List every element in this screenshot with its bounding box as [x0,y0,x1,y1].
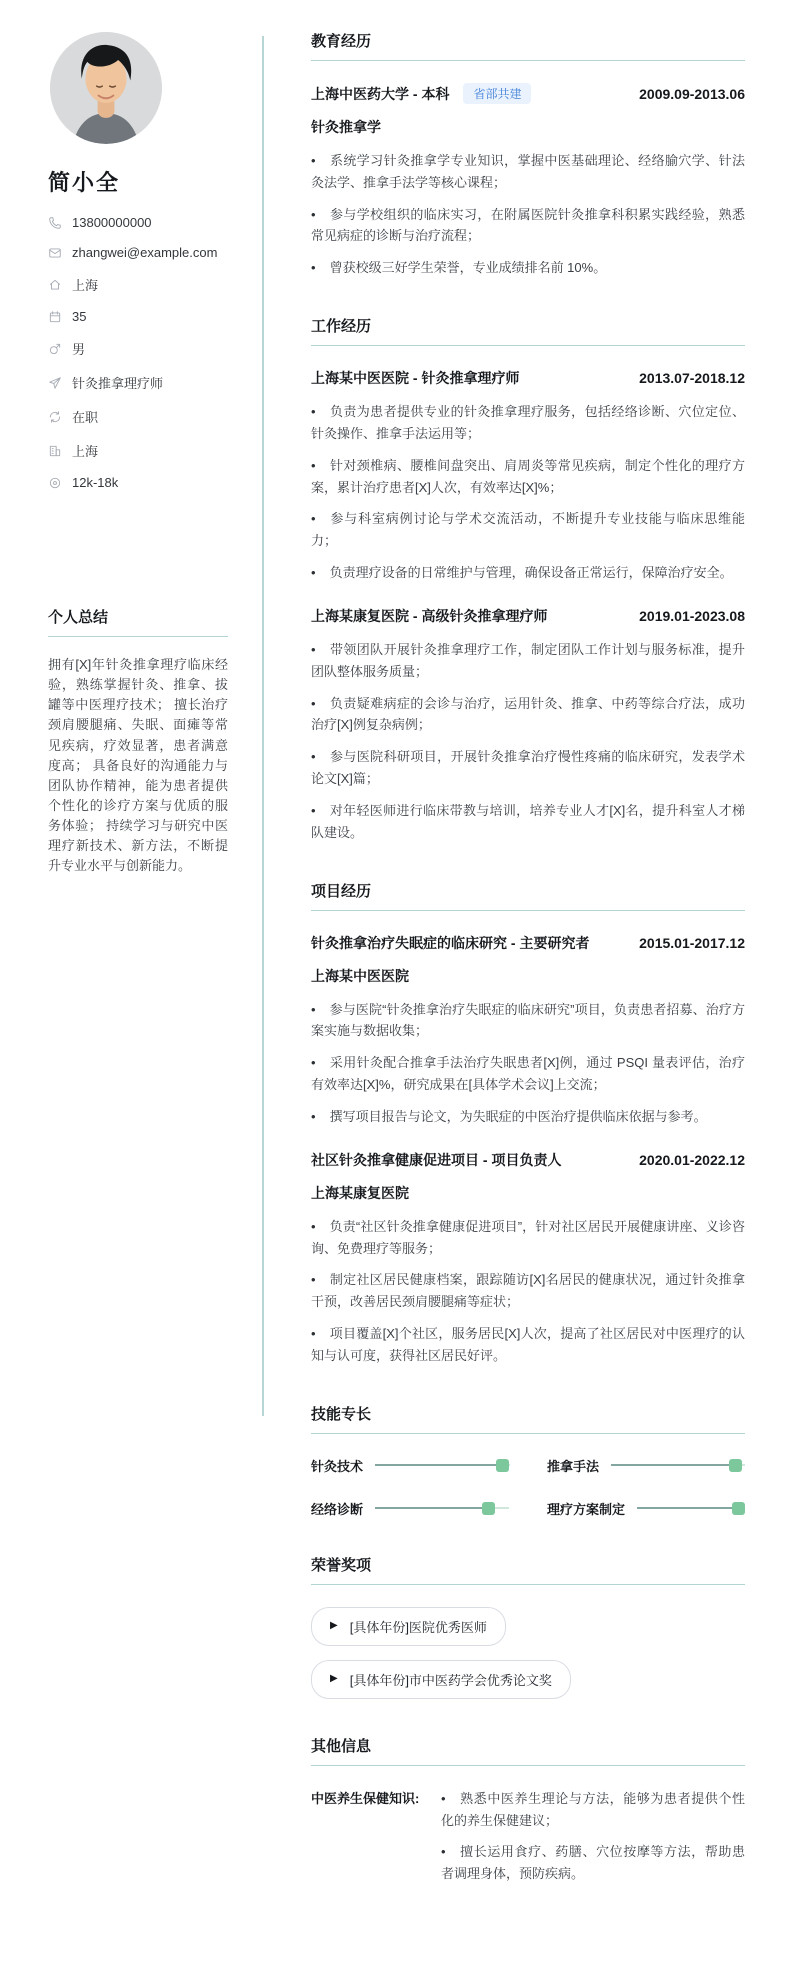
contact-status [48,407,228,426]
contact-gender-text: 男 [72,342,86,357]
avatar-illustration [50,32,162,144]
skill-item [311,1499,509,1518]
education-bullet: • 参与学校组织的临床实习，在附属医院针灸推拿科积累实践经验，熟悉常见病症的诊断与治疗流程； [311,204,745,248]
skill-label: 经络诊断 [311,1501,364,1517]
other-info-title: 其他信息 [311,1735,745,1766]
email-icon [48,246,62,260]
project-bullet: • 采用针灸配合推拿手法治疗失眠患者[X]例，通过 PSQI 量表评估，治疗有效率达[X]%，研究成果在[具体学术会议]上交流； [311,1052,745,1096]
skill-bar [375,1502,509,1515]
work-section [311,315,745,843]
work-bullet: • 对年轻医师进行临床带教与培训，培养专业人才[X]名，提升科室人才梯队建设。 [311,800,745,844]
personal-summary-text: 拥有[X]年针灸推拿理疗临床经验，熟练掌握针灸、推拿、拔罐等中医理疗技术； 擅长治疗颈肩腰腿痛、失眠、面瘫等常见疾病，疗效显著，患者满意度高； 具备良好的沟通能力与团队协作精神，能为患者提供个性化的诊疗方案与优质的服务体验； 持续学习与研究中医理疗新技术、新方法，不断提升专业水平与创新能力。 [48,657,228,874]
contact-phone [48,215,228,230]
project-name: 社区针灸推拿健康促进项目 - 项目负责人 [311,1151,562,1168]
education-major: 针灸推拿学 [311,119,381,135]
work-bullet: • 带领团队开展针灸推拿理疗工作，制定团队工作计划与服务标准，提升团队整体服务质量； [311,639,745,683]
status-sync-icon [48,410,62,424]
skill-label: 推拿手法 [547,1458,600,1474]
building-icon [48,444,62,458]
contact-phone-text: 13800000000 [72,215,152,230]
personal-summary-section [48,606,228,877]
honors-title: 荣誉奖项 [311,1554,745,1585]
project-org: 上海某中医医院 [311,967,409,984]
skill-label: 针灸技术 [311,1458,364,1474]
home-icon [48,278,62,292]
skill-marker [482,1502,495,1515]
honor-badges [311,1607,745,1699]
honor-badge-text: [具体年份]市中医药学会优秀论文奖 [349,1672,552,1688]
project-name: 针灸推拿治疗失眠症的临床研究 - 主要研究者 [311,934,590,951]
education-tag-badge: 省部共建 [463,83,531,104]
work-bullet: • 负责理疗设备的日常维护与管理，确保设备正常运行，保障治疗安全。 [311,562,745,584]
work-company: 上海某康复医院 - 高级针灸推拿理疗师 [311,607,548,624]
sidebar [48,30,228,1931]
work-entry [311,368,745,584]
honors-section [311,1554,745,1699]
skill-item [547,1499,745,1518]
skill-item [547,1456,745,1475]
education-bullet: • 系统学习针灸推拿学专业知识，掌握中医基础理论、经络腧穴学、针法灸法学、推拿手法学等核心课程； [311,150,745,194]
work-bullet: • 负责疑难病症的会诊与治疗，运用针灸、推拿、中药等综合疗法，成功治疗[X]例复杂病例； [311,693,745,737]
education-section [311,30,745,279]
honor-badge [311,1607,506,1646]
skill-marker [729,1459,742,1472]
education-entry [311,83,745,279]
contact-company-text: 上海 [72,444,99,459]
skill-item [311,1456,509,1475]
personal-summary-title: 个人总结 [48,606,228,637]
other-info-bullets [441,1788,745,1895]
contact-home-text: 上海 [72,278,99,293]
person-name: 简小全 [48,170,121,195]
contact-age [48,309,228,324]
work-bullet: • 参与科室病例讨论与学术交流活动，不断提升专业技能与临床思维能力； [311,508,745,552]
contact-status-text: 在职 [72,410,99,425]
contact-home [48,275,228,294]
work-entry [311,606,745,844]
profile-photo [50,32,162,144]
skill-bar [375,1459,509,1472]
education-title: 教育经历 [311,30,745,61]
other-bullet: • 熟悉中医养生理论与方法，能够为患者提供个性化的养生保健建议； [441,1788,745,1832]
project-org: 上海某康复医院 [311,1184,409,1201]
contact-email-text: zhangwei@example.com [72,245,218,260]
honor-badge [311,1660,571,1699]
other-info-row [311,1788,745,1895]
skill-label: 理疗方案制定 [547,1501,626,1517]
contact-age-text: 35 [72,309,87,324]
target-icon [48,476,62,490]
education-date: 2009.09-2013.06 [639,85,745,102]
education-school-name: 上海中医药大学 - 本科 [311,85,450,102]
contact-email [48,245,228,260]
work-date: 2019.01-2023.08 [639,607,745,624]
triangle-icon [330,1674,338,1684]
contact-salary-text: 12k-18k [72,475,119,490]
project-entry [311,933,745,1128]
contact-list [48,215,228,490]
contact-salary [48,475,228,490]
other-bullet: • 擅长运用食疗、药膳、穴位按摩等方法，帮助患者调理身体，预防疾病。 [441,1841,745,1885]
project-bullet: • 制定社区居民健康档案，跟踪随访[X]名居民的健康状况，通过针灸推拿干预，改善居民颈肩腰腿痛等症状； [311,1269,745,1313]
projects-title: 项目经历 [311,880,745,911]
contact-company-city [48,441,228,460]
age-calendar-icon [48,310,62,324]
work-title: 工作经历 [311,315,745,346]
education-school [311,83,531,104]
project-bullet: • 负责“社区针灸推拿健康促进项目”，针对社区居民开展健康讲座、义诊咨询、免费理疗等服务； [311,1216,745,1260]
project-entry [311,1150,745,1367]
other-info-label: 中医养生保健知识: [311,1790,420,1806]
gender-icon [48,342,62,356]
skill-marker [496,1459,509,1472]
other-info-section [311,1735,745,1895]
work-date: 2013.07-2018.12 [639,370,745,387]
skill-bar [611,1459,745,1472]
main-column [264,30,794,1931]
education-bullet: • 曾获校级三好学生荣誉，专业成绩排名前 10%。 [311,257,745,279]
work-bullet: • 针对颈椎病、腰椎间盘突出、肩周炎等常见疾病，制定个性化的理疗方案，累计治疗患者[X]人次，有效率达[X]%； [311,455,745,499]
project-bullet: • 参与医院“针灸推拿治疗失眠症的临床研究”项目，负责患者招募、治疗方案实施与数据收集； [311,999,745,1043]
skills-grid [311,1456,745,1518]
contact-job [48,373,228,392]
honor-badge-text: [具体年份]医院优秀医师 [349,1619,487,1635]
project-date: 2020.01-2022.12 [639,1151,745,1168]
skills-section [311,1403,745,1518]
phone-icon [48,216,62,230]
contact-job-text: 针灸推拿理疗师 [72,376,164,391]
work-bullet: • 参与医院科研项目，开展针灸推拿治疗慢性疼痛的临床研究，发表学术论文[X]篇； [311,746,745,790]
projects-section [311,880,745,1367]
work-bullet: • 负责为患者提供专业的针灸推拿理疗服务，包括经络诊断、穴位定位、针灸操作、推拿手法运用等； [311,401,745,445]
triangle-icon [330,1621,338,1631]
skill-marker [732,1502,745,1515]
project-date: 2015.01-2017.12 [639,934,745,951]
skills-title: 技能专长 [311,1403,745,1434]
project-bullet: • 项目覆盖[X]个社区，服务居民[X]人次，提高了社区居民对中医理疗的认知与认可度，获得社区居民好评。 [311,1323,745,1367]
skill-bar [637,1502,745,1515]
work-company: 上海某中医医院 - 针灸推拿理疗师 [311,370,520,387]
project-bullet: • 撰写项目报告与论文，为失眠症的中医治疗提供临床依据与参考。 [311,1106,745,1128]
paper-plane-icon [48,376,62,390]
contact-gender [48,339,228,358]
